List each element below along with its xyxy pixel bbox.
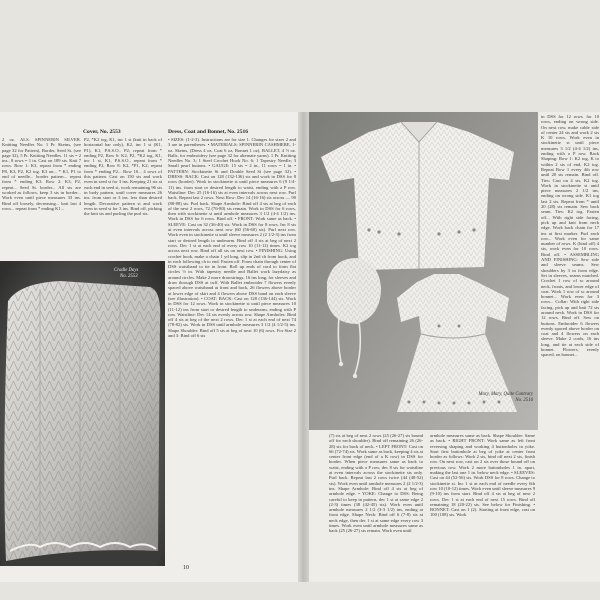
cradle-cover-photo — [0, 261, 165, 566]
cover-pattern-heading: Cover, No. 2553 — [83, 129, 121, 135]
left-page — [0, 112, 300, 582]
coat-front-instructions-col: (7) sts at beg of next 2 rows (25 (26-27) sts bound off for each shoulder). Bind off remaining 26 (26-28) sts for back of neck. • LEFT FRONT: Cast on 66 (72-74) sts. Work same as back, keeping 4 sts at center front edge (end of a K row) in DSS for border. When piece measures same as back to waist, ending with a P row, dec 8 sts for waistline at even intervals across the stockinette sts only. Purl back. Repeat last 2 rows twice (44 (48-52) sts). Work even until armhole measures 2 (2 1/2-3) ins. Shape Armhole: Bind off 4 sts at beg of armhole edge. • YOKE: Change to DSS. Being careful to keep in pattern, dec 1 st at same edge 2 (2-3) times (38 (42-45) sts). Work even until armhole measures 2 1/2 (3-3 1/2) ins, ending at front edge. Shape Neck: Bind off 6 (7-8) sts at neck edge, then dec 1 st at same edge every row 3 times. Work even until armhole measures same as back (25 (26-27) sts remain. Work even until — [329, 433, 423, 534]
cover-photo-caption-title: Cradle Days — [114, 268, 139, 273]
cradle-cover-illustration — [0, 261, 165, 566]
sleeves-instructions-col: armhole measures same as back. Shape Shoulder: Same as back. • RIGHT FRONT: Work same as left front reversing shaping and working 4 buttonholes in yoke. Start first buttonhole at beg of yoke at center front border as follows: Work 2 sts, bind off next 2 sts, finish row. On next row, cast on 2 sts over those bound off on previous row. Work 2 more buttonholes 1 in. apart, making the last one 1 in. below neck edge. • SLEEVES: Cast on 44 (52-56) sts. Work DSS for 8 rows. Change to stockinette st. Inc 1 st at each end of needle every 6th row 10 (10-12) times. Work even until sleeve measures 9 (9-10) ins from start. Bind off 4 sts at beg of next 2 rows. Dec 1 st at each end of next 15 rows. Bind off remaining 18 (20-22) sts. See below for Finishing. • BONNET: Cast on 1 (2). Starting at front edge, cast on 100 (108) sts. Work — [430, 433, 535, 518]
dress-instructions-col: • SIZES: (1-2-3). Instructions are for size 1. Changes for sizes 2 and 3 are in parentheses. • MATERIALS: SPINNERIN CASHMERE, 1-oz. Skeins, (Dress 4 oz, Coat 6 oz, Bonnet 1 oz), BALLET, 4 ½ oz. Balls, for embroidery (see page 32 for alternate yarns). 1 Pr. Knitting Needles No. 3; 1 Steel Crochet Hook No. 6; 1 Tapestry Needle; 3 Small pearl buttons. • GAUGE: 15 sts = 2 in., 11 rows = 1 in. • PATTERN: Stockinette St and Double Seed St (see page 32). • DRESS: BACK: Cast on 128 (132-136) sts and work in DSS for 8 rows (border). Work in stockinette st until piece measures 6 (9 1/4-11) ins. from start or desired length to waist, ending with a P row. Waistline: Dec 25 (16-16) sts at even intervals across next row. Purl back. Repeat last 2 rows. Next Row: Dec 14 (16-16) sts across — 90 (88-88) sts. Purl back. Shape Armhole: Bind off 4 sts at beg of each of the next 2 rows, 72 (76-80) sts remain. Work in DSS for 6 rows, then with stockinette st until armhole measures 3 1/2 (4-4 1/2) ins. Work in DSS for 6 rows. Bind off. • FRONT: Work same as back. • SLEEVE: Cast on 32 (36-40) sts. Work in DSS for 8 rows. Inc 8 sts at even intervals across next row (60 (56-60) sts). Purl next row. Work even in stockinette st until sleeve measures 2 (2 1/2-3) ins from start or desired length to underarm. Bind off 4 sts at beg of next 2 rows. Dec 1 st at each end of every row 10 (11-12) times. K2 tog across next row. Bind off all sts on next row. • FINISHING: Using crochet hook, make a chain 1 yd long, slip in 2nd ch from hook, and in each following ch to end. Fasten off. Form chain through center of DSS waistband to tie in front. Roll up ends of cord to form flat circles ½ in. With tapestry needle and Ballet work lazydaisy as around circles. Make 2 more drawstrings, 16 ins long, for sleeves and draw through DSS at cuff. With Ballet embroider 7 flowers evenly spaced above waistband at front and back, 26 flowers above border at lower edge of skirt and 4 flowers above DSS band on each sleeve (see illustration). • COAT: BACK: Cast on 128 (136-144) sts. Work in DSS for 12 rows. Work in stockinette st until piece measures 10 (11-12) ins from start or desired length to underarm, ending with P row. Waistline: Dec 14 sts evenly across row. Shape Armholes: Bind off 4 sts at beg of the next 2 rows. Dec 1 st at each end of next 74 (78-82) sts. Work in DSS until armhole measures 3 1/2 (4 1/2-5) ins. Shape Shoulder: Bind off 5 sts at beg of next 10 (6) rows. For Size 2 and 3: Bind off 6 sts — [168, 137, 296, 338]
cover-photo-caption-number: No. 2553 — [120, 274, 138, 279]
set-photo-caption-number: No. 2516 — [515, 398, 533, 403]
cover-instructions-col1: 2 oz. ALS. SPINNERIN SILVER. Knitting Needles No. 1 Pr. Skeins, (see page 32 for Pattern), Border, Seed St. (see page 32), 5 Pr. Knitting Needles. 11 sts = 2 ins., 8 rows = 1 in. Cast on 189 sts. Knit 7 rows. Row 1: K3, repeat from * ending P8, K3, P2, K2 tog. K3 on... * K1, P1 to end of needle... border pattern... repeat from * ending K3. Row 2: K3, P2, repeat... Seed St. border... All sts are worked as follows, keep 3 sts in border... Work even until piece measures 33 ins. Bind off loosely, decreasing... knit last 4 rows... repeat from * ending K1... — [2, 137, 81, 211]
cover-instructions-col2: P2, *K2 tog, K1, inc 1 st (knit in back of horizontal bar only), K2, inc 1 st (K1, P1), K1, P.S.S.O., P2; repeat from * ending P2, Row 6: K2, P2, *K2 tog, K1, inc 1 st, K1, P.S.S.O., repeat from * ending P2, Row 8: K2, *P1, K2; repeat from * ending P2... Row 10... 4 rows of this pattern. Cast on 150 sts and work even in seed st for 3 ins. Keeping 21 sts at each end in seed st, work remaining 96 sts in body pattern, until cover measures 26 ins. from start or 3 ins. less than desired length. Decorative pattern st and work even in seed st for 3 ins. Bind off, picking the knit sts and purling the purl sts. — [84, 137, 162, 217]
page-number: 10 — [183, 565, 189, 571]
right-page — [309, 112, 600, 582]
dress-pattern-heading: Dress, Coat and Bonnet, No. 2516 — [168, 129, 249, 135]
set-photo-caption-title: Mary, Mary, Quite Contrary — [478, 392, 533, 397]
dress-coat-bonnet-photo — [309, 112, 538, 430]
baby-set-illustration — [309, 112, 538, 430]
bonnet-instructions-col: in DSS for 12 rows. for 10 rows, ending on wrong side. On next row, make cable side of center 24 sts and work 2 sts K 10 rows. Work even in stockinette st until piece measures 3 1/2 (4-4 1/2) ins, ending with a P row. Back Shaping: Row 1: K2 tog, K to within 2 sts of end, K2 tog. Repeat Row 1 every 4th row until 20 sts remain. Bind off. Ties: Cast on 4 sts, K2 tog. Work in stockinette st until piece measures 2 1/2 ins, ending on wrong side. K1 tog last 2 sts. Repeat from * until 20 (28) sts remain. Sew back seam. Ties: K2 tog. Fasten off... With right side facing, pick up and knit from neck edge. Work back chain for 17 ins at first marker. Purl each row... Work even for same number of rows. K (bind off) 4 sts, work even for 10 rows. Bind off. • ASSEMBLING AND FINISHING: Sew side and sleeve seams. Sew shoulders by 3 in from edge. Set in sleeves, seams matched. Crochet 1 row of sc around neck, fronts, and lower edge of coat. Work 1 row of sc around bonnet... Work even for 3 rows... Collar: With right side facing, pick up and knit 72 sts around neck. Work in DSS for 12 rows. Bind off. Sew on buttons. Embroider 6 flowers evenly spaced above border on coat and 4 flowers on each sleeve. Make 2 cords, 16 ins long, and tie at each side of bonnet. Flowers, evenly spaced, on bonnet... — [541, 114, 599, 358]
